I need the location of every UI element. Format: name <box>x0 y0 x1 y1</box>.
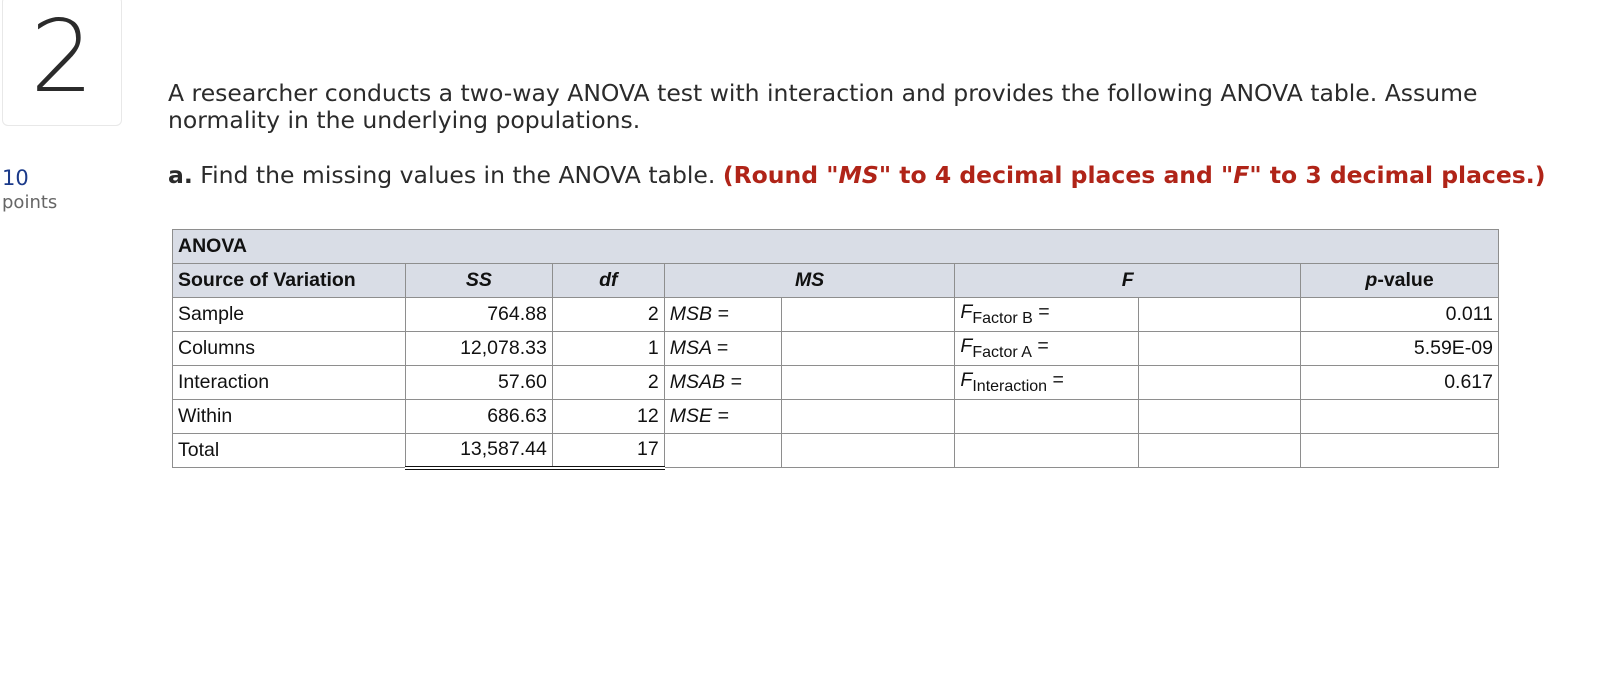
ss-cell: 12,078.33 <box>405 332 552 366</box>
empty-cell <box>664 434 781 468</box>
df-cell: 2 <box>552 298 664 332</box>
empty-cell <box>1301 400 1499 434</box>
part-label: a. <box>168 161 193 189</box>
p-value-cell: 0.617 <box>1301 366 1499 400</box>
ss-cell: 57.60 <box>405 366 552 400</box>
table-row <box>173 298 1499 332</box>
ms-label: MSE = <box>664 400 781 434</box>
ms-label: MSAB = <box>664 366 781 400</box>
msa-answer-input[interactable] <box>781 332 955 366</box>
part-text: Find the missing values in the ANOVA table. <box>200 161 716 189</box>
source-cell: Within <box>173 400 406 434</box>
ms-label: MSB = <box>664 298 781 332</box>
table-title-row <box>173 230 1499 264</box>
p-value-cell: 0.011 <box>1301 298 1499 332</box>
question-number: 2 <box>30 0 94 115</box>
ss-cell: 686.63 <box>405 400 552 434</box>
table-row <box>173 400 1499 434</box>
table-row <box>173 366 1499 400</box>
table-row-total <box>173 434 1499 468</box>
empty-cell <box>955 434 1139 468</box>
empty-cell <box>1301 434 1499 468</box>
source-cell: Total <box>173 434 406 468</box>
header-source: Source of Variation <box>173 264 406 298</box>
f-factor-b-answer-input[interactable] <box>1139 298 1301 332</box>
header-ms: MS <box>664 264 955 298</box>
points-value: 10 <box>2 166 29 190</box>
rounding-instruction: (Round "MS" to 4 decimal places and "F" to 3 decimal places.) <box>722 161 1546 189</box>
source-cell: Interaction <box>173 366 406 400</box>
source-cell: Sample <box>173 298 406 332</box>
header-p-value: p-value <box>1301 264 1499 298</box>
f-label: $F_{Interaction}$ = <box>955 366 1139 400</box>
f-label: $F_{Factor B}$ = <box>955 298 1139 332</box>
p-value-cell: 5.59E-09 <box>1301 332 1499 366</box>
question-number-box <box>2 0 122 126</box>
part-a-instruction <box>168 160 1568 190</box>
empty-cell <box>1139 434 1301 468</box>
empty-cell <box>781 434 955 468</box>
df-cell: 2 <box>552 366 664 400</box>
source-cell: Columns <box>173 332 406 366</box>
ss-total-cell: 13,587.44 <box>405 434 552 468</box>
table-title: ANOVA <box>173 230 1499 264</box>
table-header-row <box>173 264 1499 298</box>
df-total-cell: 17 <box>552 434 664 468</box>
mse-answer-input[interactable] <box>781 400 955 434</box>
anova-table <box>172 229 1499 470</box>
ms-label: MSA = <box>664 332 781 366</box>
msb-answer-input[interactable] <box>781 298 955 332</box>
f-interaction-answer-input[interactable] <box>1139 366 1301 400</box>
ss-cell: 764.88 <box>405 298 552 332</box>
f-factor-a-answer-input[interactable] <box>1139 332 1301 366</box>
header-df: df <box>552 264 664 298</box>
points-label: points <box>2 192 58 213</box>
msab-answer-input[interactable] <box>781 366 955 400</box>
header-f: F <box>955 264 1301 298</box>
df-cell: 1 <box>552 332 664 366</box>
empty-cell <box>1139 400 1301 434</box>
f-label: $F_{Factor A}$ = <box>955 332 1139 366</box>
header-ss: SS <box>405 264 552 298</box>
question-prompt: A researcher conducts a two-way ANOVA test with interaction and provides the following ANOVA table. Assume normality in the underlying populations. <box>168 79 1478 134</box>
table-row <box>173 332 1499 366</box>
df-cell: 12 <box>552 400 664 434</box>
empty-cell <box>955 400 1139 434</box>
